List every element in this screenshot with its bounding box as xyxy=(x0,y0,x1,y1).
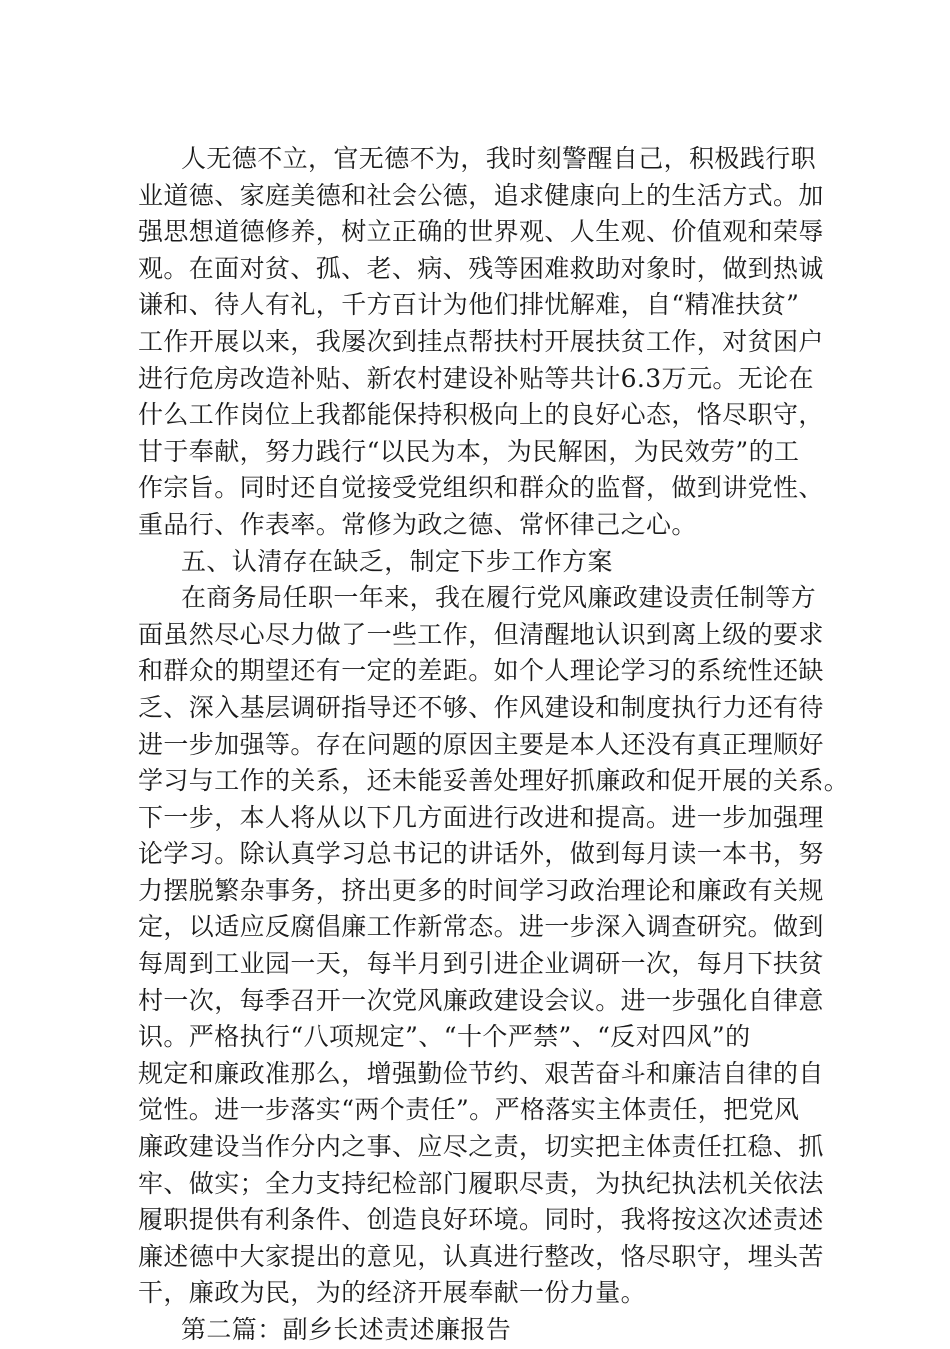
text-line: 牢、做实；全力支持纪检部门履职尽责，为执纪执法机关依法 xyxy=(138,1168,824,1198)
paragraph-first-line: 五、认清存在缺乏，制定下步工作方案 xyxy=(181,546,613,576)
paragraph-first-line: 在商务局任职一年来，我在履行党风廉政建设责任制等方 xyxy=(181,583,817,613)
text-line: 每周到工业园一天，每半月到引进企业调研一次，每月下扶贫 xyxy=(138,949,824,979)
text-line: 廉政建设当作分内之事、应尽之责，切实把主体责任扛稳、抓 xyxy=(138,1132,824,1162)
text-line: 谦和、待人有礼，千方百计为他们排忧解难，自“精准扶贫” xyxy=(138,290,800,320)
text-line: 进行危房改造补贴、新农村建设补贴等共计6.3万元。无论在 xyxy=(138,363,814,393)
text-line: 业道德、家庭美德和社会公德，追求健康向上的生活方式。加 xyxy=(138,180,824,210)
text-line: 什么工作岗位上我都能保持积极向上的良好心态，恪尽职守， xyxy=(138,400,824,430)
text-line: 识。严格执行“八项规定”、“十个严禁”、“反对四风”的 xyxy=(138,1022,751,1052)
text-line: 作宗旨。同时还自觉接受党组织和群众的监督，做到讲党性、 xyxy=(138,473,824,503)
paragraph-first-line: 第二篇：副乡长述责述廉报告 xyxy=(181,1315,512,1344)
text-line: 村一次，每季召开一次党风廉政建设会议。进一步强化自律意 xyxy=(138,985,824,1015)
text-line: 面虽然尽心尽力做了一些工作，但清醒地认识到离上级的要求 xyxy=(138,619,824,649)
text-line: 干，廉政为民，为的经济开展奉献一份力量。 xyxy=(138,1278,647,1308)
text-line: 定，以适应反腐倡廉工作新常态。进一步深入调查研究。做到 xyxy=(138,912,824,942)
text-line: 强思想道德修养，树立正确的世界观、人生观、价值观和荣辱 xyxy=(138,217,824,247)
text-line: 工作开展以来，我屡次到挂点帮扶村开展扶贫工作，对贫困户 xyxy=(138,326,824,356)
paragraph-first-line: 人无德不立，官无德不为，我时刻警醒自己，积极践行职 xyxy=(181,144,817,173)
text-line: 观。在面对贫、孤、老、病、残等困难救助对象时，做到热诚 xyxy=(138,253,824,283)
text-line: 觉性。进一步落实“两个责任”。严格落实主体责任，把党风 xyxy=(138,1095,800,1125)
text-line: 乏、深入基层调研指导还不够、作风建设和制度执行力还有待 xyxy=(138,692,824,722)
text-line: 廉述德中大家提出的意见，认真进行整改，恪尽职守，埋头苦 xyxy=(138,1241,824,1271)
text-line: 规定和廉政准那么，增强勤俭节约、艰苦奋斗和廉洁自律的自 xyxy=(138,1058,824,1088)
text-line: 甘于奉献，努力践行“以民为本，为民解困，为民效劳”的工 xyxy=(138,436,800,466)
text-line: 重品行、作表率。常修为政之德、常怀律己之心。 xyxy=(138,509,697,539)
text-line: 力摆脱繁杂事务，挤出更多的时间学习政治理论和廉政有关规 xyxy=(138,875,824,905)
text-line: 履职提供有利条件、创造良好环境。同时，我将按这次述责述 xyxy=(138,1205,824,1235)
text-line: 论学习。除认真学习总书记的讲话外，做到每月读一本书，努 xyxy=(138,839,824,869)
text-line: 学习与工作的关系，还未能妥善处理好抓廉政和促开展的关系。 xyxy=(138,766,850,796)
text-line: 下一步，本人将从以下几方面进行改进和提高。进一步加强理 xyxy=(138,802,824,832)
text-line: 和群众的期望还有一定的差距。如个人理论学习的系统性还缺 xyxy=(138,656,824,686)
text-line: 进一步加强等。存在问题的原因主要是本人还没有真正理顺好 xyxy=(138,729,824,759)
document-body xyxy=(138,141,850,1349)
